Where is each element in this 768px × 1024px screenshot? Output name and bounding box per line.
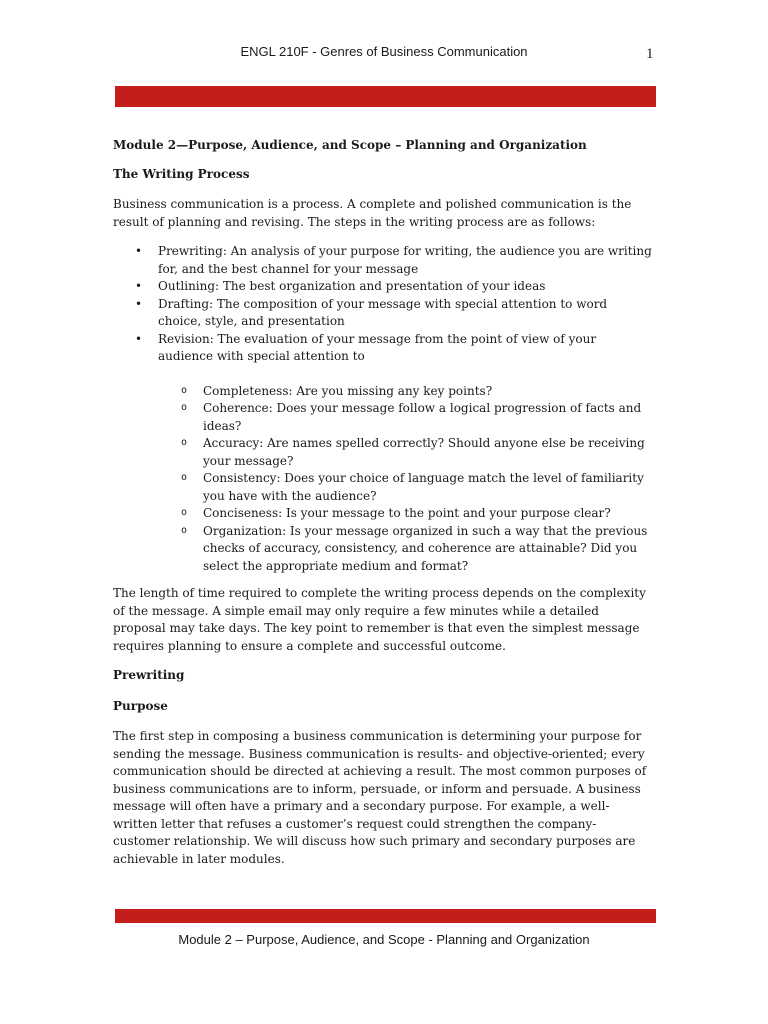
prewriting-heading: Prewriting bbox=[113, 668, 185, 682]
list-item: o Consistency: Does your choice of language match the level of familiarity you have with the audience? bbox=[113, 470, 653, 505]
page-content bbox=[113, 137, 653, 880]
purpose-heading: Purpose bbox=[113, 698, 168, 713]
purpose-paragraph: The first step in composing a business communication is determining your purpose for sending the message. Business communication is results- and objective-oriented; every communication should be directed at achieving a result. The most common purposes of business communications are to inform, persuade, or inform and persuade. A business message will often have a primary and a secondary purpose. For example, a well-written letter that refuses a customer’s request could strengthen the company-customer relationship. We will discuss how such primary and secondary purposes are achievable in later modules. bbox=[113, 729, 647, 866]
writing-steps-list bbox=[113, 243, 653, 366]
list-item: o Coherence: Does your message follow a logical progression of facts and ideas? bbox=[113, 400, 653, 435]
revision-checks-list bbox=[113, 383, 653, 576]
header-divider-bar bbox=[115, 86, 656, 107]
footer-divider-bar bbox=[115, 909, 656, 923]
list-item: o Accuracy: Are names spelled correctly? Should anyone else be receiving your message? bbox=[113, 435, 653, 470]
module-heading: Module 2—Purpose, Audience, and Scope – Planning and Organization bbox=[113, 138, 587, 152]
length-paragraph: The length of time required to complete the writing process depends on the complexity of the message. A simple email may only require a few minutes while a detailed proposal may take days. The key point to remember is that even the simplest message requires planning to ensure a complete and successful outcome. bbox=[113, 586, 646, 653]
footer-title: Module 2 – Purpose, Audience, and Scope - Planning and Organization bbox=[178, 932, 590, 947]
list-item: • Revision: The evaluation of your message from the point of view of your audience with special attention to bbox=[113, 331, 653, 366]
list-item: o Conciseness: Is your message to the point and your purpose clear? bbox=[113, 505, 653, 523]
list-item: • Drafting: The composition of your message with special attention to word choice, style, and presentation bbox=[113, 296, 653, 331]
list-item: o Completeness: Are you missing any key points? bbox=[113, 383, 653, 401]
page-number: 1 bbox=[646, 46, 654, 62]
intro-paragraph: Business communication is a process. A complete and polished communication is the result of planning and revising. The steps in the writing process are as follows: bbox=[113, 197, 632, 229]
list-item: o Organization: Is your message organized in such a way that the previous checks of accuracy, consistency, and coherence are attainable? Did you select the appropriate medium and format? bbox=[113, 523, 653, 576]
list-item: • Prewriting: An analysis of your purpose for writing, the audience you are writing for, and the best channel for your message bbox=[113, 243, 653, 278]
list-item: • Outlining: The best organization and presentation of your ideas bbox=[113, 278, 653, 296]
writing-process-heading: The Writing Process bbox=[113, 166, 250, 181]
header-title: ENGL 210F - Genres of Business Communication bbox=[240, 44, 528, 59]
